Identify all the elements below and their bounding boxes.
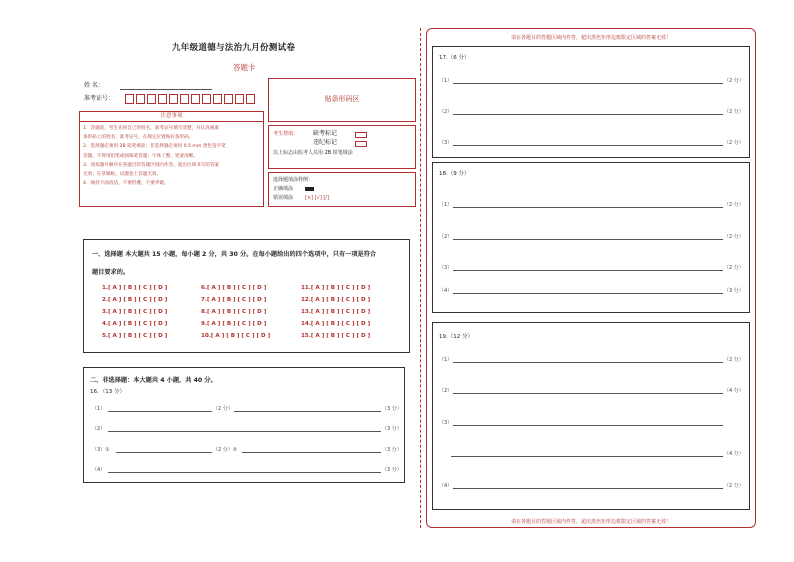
mc-question-number: 9.	[201, 321, 208, 327]
points-label: （3 分）	[382, 406, 402, 412]
answer-line[interactable]	[453, 270, 723, 271]
section2-box	[83, 367, 405, 483]
mc-question-number: 13.	[301, 309, 311, 315]
mc-question[interactable]	[201, 309, 266, 315]
exam-id-cell[interactable]	[235, 94, 244, 104]
answer-line[interactable]	[453, 83, 723, 84]
points-label: （4 分）	[724, 388, 744, 394]
exam-id-cell[interactable]	[125, 94, 134, 104]
answer-line[interactable]	[453, 114, 723, 115]
answer-label: （4）	[439, 288, 453, 294]
violation-label: 违纪标记	[313, 139, 338, 146]
mc-question-number: 6.	[201, 285, 208, 291]
exam-id-cell[interactable]	[169, 94, 178, 104]
notice-item: 3．请按题号顺序在各题目的答题区域内作答，超出区域书写的答案	[83, 162, 220, 168]
mc-question-number: 2.	[102, 297, 109, 303]
answer-label: （3）	[439, 140, 453, 146]
answer-label: （4）	[439, 483, 453, 489]
mc-options[interactable]: [ A ] [ B ] [ C ] [ D ]	[108, 333, 168, 339]
mc-question-number: 3.	[102, 309, 109, 315]
q18-box	[432, 162, 750, 313]
mc-question[interactable]	[102, 285, 167, 291]
mc-question[interactable]	[301, 309, 370, 315]
mc-question-number: 1.	[102, 285, 109, 291]
mc-question[interactable]	[301, 333, 370, 339]
q16-title: 16．（13 分）	[90, 389, 125, 395]
barcode-label: 贴条形码区	[324, 95, 360, 103]
mc-question[interactable]	[102, 333, 167, 339]
violation-mark-box[interactable]	[355, 141, 367, 147]
answer-label: （2）	[439, 388, 453, 394]
status-note: 以上标志由监考人员用 2B 铅笔填涂	[273, 150, 353, 156]
answer-line[interactable]	[108, 411, 212, 412]
mc-options[interactable]: [ A ] [ B ] [ C ] [ D ]	[310, 309, 371, 315]
points-label: （2 分）	[213, 406, 233, 412]
notice-item: 条形码上的姓名、准考证号，在规定位置贴好条形码。	[83, 135, 194, 141]
mc-question[interactable]	[102, 321, 167, 327]
answer-line[interactable]	[108, 431, 381, 432]
notice-list	[83, 124, 261, 188]
mc-options[interactable]: [ A ] [ B ] [ C ] [ D ]	[207, 297, 267, 303]
mc-options[interactable]: [ A ] [ B ] [ C ] [ D ]	[310, 321, 371, 327]
exam-id-cell[interactable]	[202, 94, 211, 104]
section1-title: 一、选择题 本大题共 15 小题，每小题 2 分，共 30 分。在每小题给出的四个选项中，只有一项是符合	[92, 251, 377, 258]
section1-title-cont: 题目要求的。	[92, 269, 130, 276]
mc-question[interactable]	[201, 297, 266, 303]
notice-title: 注意事项	[80, 112, 263, 122]
mc-question[interactable]	[201, 285, 266, 291]
exam-id-cell[interactable]	[136, 94, 145, 104]
points-label: （2 分）	[724, 140, 744, 146]
mc-options[interactable]: [ A ] [ B ] [ C ] [ D ]	[207, 285, 267, 291]
exam-id-cell[interactable]	[147, 94, 156, 104]
points-label: （2 分）	[724, 265, 744, 271]
answer-line[interactable]	[453, 362, 723, 363]
mc-question-number: 5.	[102, 333, 109, 339]
mc-options[interactable]: [ A ] [ B ] [ C ] [ D ]	[108, 321, 168, 327]
exam-id-cell[interactable]	[213, 94, 222, 104]
mc-options[interactable]: [ A ] [ B ] [ C ] [ D ]	[207, 321, 267, 327]
q19-title: 19.（12 分）	[439, 334, 473, 340]
answer-line[interactable]	[453, 293, 723, 294]
points-label: （2 分）②	[213, 447, 238, 453]
notice-item: 4．保持卡面清洁，不要折叠、不要弄破。	[83, 181, 169, 187]
section2-title: 二、非选择题：本大题共 4 小题，共 40 分。	[90, 377, 217, 384]
q18-title: 18.（9 分）	[439, 171, 470, 177]
answer-label: （2）	[439, 109, 453, 115]
notice-item: 答题，不得用铅笔或圆珠笔答题；字体工整、笔迹清晰。	[83, 153, 198, 159]
fill-example-box	[268, 172, 416, 207]
answer-label: （1）	[92, 406, 106, 412]
mc-options[interactable]: [ A ] [ B ] [ C ] [ D ]	[108, 297, 168, 303]
mc-question[interactable]	[102, 297, 167, 303]
mc-options[interactable]: [ A ] [ B ] [ C ] [ D ]	[310, 285, 371, 291]
q17-title: 17.（6 分）	[439, 55, 470, 61]
answer-line[interactable]	[453, 239, 723, 240]
mc-question-number: 8.	[201, 309, 208, 315]
exam-id-cell[interactable]	[158, 94, 167, 104]
answer-line[interactable]	[116, 452, 212, 453]
points-label: （4 分）	[724, 451, 744, 457]
mc-question[interactable]	[102, 309, 167, 315]
wrong-fill-samples: [×] [√] [/]	[305, 195, 329, 201]
top-warning: 请在各题目的答题区域内作答，超出黑色矩形边框限定区域的答案无效！	[510, 35, 671, 41]
answer-label: （3）	[439, 420, 453, 426]
notice-item: 2．选择题必须用 2B 铅笔填涂；非选择题必须用 0.5 mm 黑色签字笔	[83, 144, 226, 150]
mc-question-number: 11.	[301, 285, 311, 291]
exam-id-cell[interactable]	[191, 94, 200, 104]
answer-label: （1）	[439, 357, 453, 363]
column-divider	[420, 28, 421, 528]
mc-question-number: 12.	[301, 297, 311, 303]
mc-question[interactable]	[301, 297, 370, 303]
answer-label: （2）	[439, 234, 453, 240]
answer-sheet-subtitle: 答题卡	[233, 63, 256, 72]
answer-line[interactable]	[453, 393, 723, 394]
fill-example-title: 选择题填涂样例：	[273, 177, 314, 183]
mc-question[interactable]	[301, 285, 370, 291]
exam-id-label: 准考证号：	[84, 95, 115, 102]
points-label: （2 分）	[724, 357, 744, 363]
mc-question-number: 4.	[102, 321, 109, 327]
points-label: （2 分）	[724, 78, 744, 84]
exam-status-box	[268, 125, 416, 169]
mc-question[interactable]	[301, 321, 370, 327]
answer-line[interactable]	[451, 456, 723, 457]
points-label: （3 分）	[382, 426, 402, 432]
answer-label: （3）①	[92, 447, 110, 453]
name-label: 姓 名：	[84, 82, 104, 89]
answer-line[interactable]	[453, 425, 723, 426]
wrong-fill-label: 错误填涂	[273, 195, 294, 201]
points-label: （2 分）	[724, 202, 744, 208]
answer-label: （2）	[92, 426, 106, 432]
exam-id-cell[interactable]	[246, 94, 255, 104]
mc-question-number: 7.	[201, 297, 208, 303]
answer-line[interactable]	[453, 488, 723, 489]
exam-id-cell[interactable]	[224, 94, 233, 104]
notice-item: 1．答题前，考生先将自己的姓名，准考证号填写清楚，并认真核准	[83, 126, 220, 131]
answer-label: （1）	[439, 202, 453, 208]
mc-options[interactable]: [ A ] [ B ] [ C ] [ D ]	[310, 333, 371, 339]
points-label: （3 分）	[724, 288, 744, 294]
answer-line[interactable]	[234, 411, 381, 412]
absent-label: 缺考标记	[313, 130, 338, 137]
answer-label: （1）	[439, 78, 453, 84]
mc-options[interactable]: [ A ] [ B ] [ C ] [ D ]	[207, 309, 267, 315]
section1-box	[83, 239, 410, 353]
q17-box	[432, 46, 750, 158]
answer-line[interactable]	[453, 145, 723, 146]
mc-options[interactable]: [ A ] [ B ] [ C ] [ D ]	[310, 297, 371, 303]
points-label: （2 分）	[724, 483, 744, 489]
answer-label: （4）	[92, 467, 106, 473]
correct-fill-sample	[305, 187, 314, 191]
exam-id-cell[interactable]	[180, 94, 189, 104]
points-label: （3 分）	[382, 447, 402, 453]
q19-box	[432, 322, 750, 510]
name-field[interactable]	[120, 89, 212, 90]
notice-box	[79, 111, 264, 207]
mc-question[interactable]	[201, 321, 266, 327]
answer-line[interactable]	[108, 472, 381, 473]
bottom-warning: 请在各题目的答题区域内作答，超出黑色矩形边框限定区域的答案无效！	[510, 519, 671, 525]
answer-label: （3）	[439, 265, 453, 271]
correct-fill-label: 正确填涂	[273, 186, 294, 192]
mc-question-number: 14.	[301, 321, 311, 327]
mc-options[interactable]: [ A ] [ B ] [ C ] [ D ]	[108, 309, 168, 315]
exam-title: 九年级道德与法治九月份测试卷	[172, 43, 296, 53]
mc-question-number: 15.	[301, 333, 311, 339]
answer-line[interactable]	[242, 452, 381, 453]
mc-options[interactable]: [ A ] [ B ] [ C ] [ D ]	[210, 333, 271, 339]
barcode-area	[268, 78, 416, 122]
notice-item: 无效；在草稿纸、试题卷上答题无效。	[83, 172, 162, 178]
mc-question[interactable]	[201, 333, 270, 339]
answer-line[interactable]	[453, 207, 723, 208]
mc-options[interactable]: [ A ] [ B ] [ C ] [ D ]	[108, 285, 168, 291]
absent-mark-box[interactable]	[355, 132, 367, 138]
exam-status-label: 考生禁填：	[273, 131, 299, 137]
points-label: （2 分）	[724, 234, 744, 240]
mc-question-number: 10.	[201, 333, 211, 339]
points-label: （3 分）	[382, 467, 402, 473]
points-label: （2 分）	[724, 109, 744, 115]
